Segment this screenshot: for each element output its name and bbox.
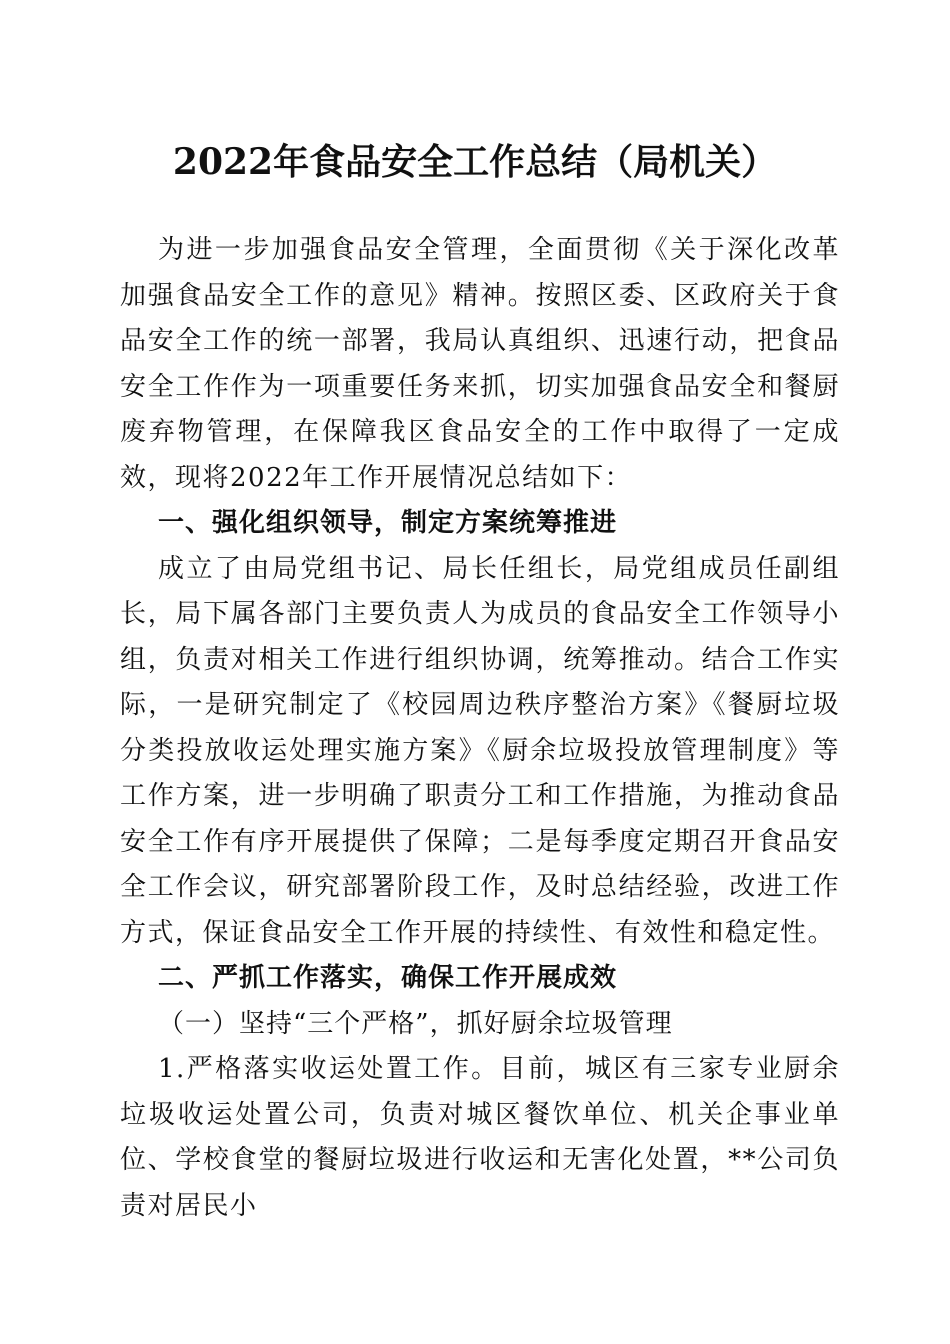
section-2-heading: 二、严抓工作落实，确保工作开展成效 [158, 963, 618, 993]
section-1-heading: 一、强化组织领导，制定方案统筹推进 [158, 508, 618, 538]
intro-paragraph: 为进一步加强食品安全管理，全面贯彻《关于深化改革加强食品安全工作的意见》精神。按照区委、区政府关于食品安全工作的统一部署，我局认真组织、迅速行动，把食品安全工作作为一项重要任务来抓，切实加强食品安全和餐厨废弃物管理，在保障我区食品安全的工作中取得了一定成效，现将2022年工作开展情况总结如下： [120, 235, 840, 493]
document-title: 2022年食品安全工作总结（局机关） [172, 141, 778, 183]
section-2-item-1: 1.严格落实收运处置工作。目前，城区有三家专业厨余垃圾收运处置公司，负责对城区餐饮单位、机关企事业单位、学校食堂的餐厨垃圾进行收运和无害化处置，**公司负责对居民小 [120, 1054, 840, 1221]
section-2-subheading: （一）坚持“三个严格”，抓好厨余垃圾管理 [158, 1008, 673, 1039]
document-body [120, 228, 840, 1229]
section-1-paragraph: 成立了由局党组书记、局长任组长，局党组成员任副组长，局下属各部门主要负责人为成员的食品安全工作领导小组，负责对相关工作进行组织协调，统筹推动。结合工作实际，一是研究制定了《校园周边秩序整治方案》《餐厨垃圾分类投放收运处理实施方案》《厨余垃圾投放管理制度》等工作方案，进一步明确了职责分工和工作措施，为推动食品安全工作有序开展提供了保障；二是每季度定期召开食品安全工作会议，研究部署阶段工作，及时总结经验，改进工作方式，保证食品安全工作开展的持续性、有效性和稳定性。 [120, 553, 840, 948]
